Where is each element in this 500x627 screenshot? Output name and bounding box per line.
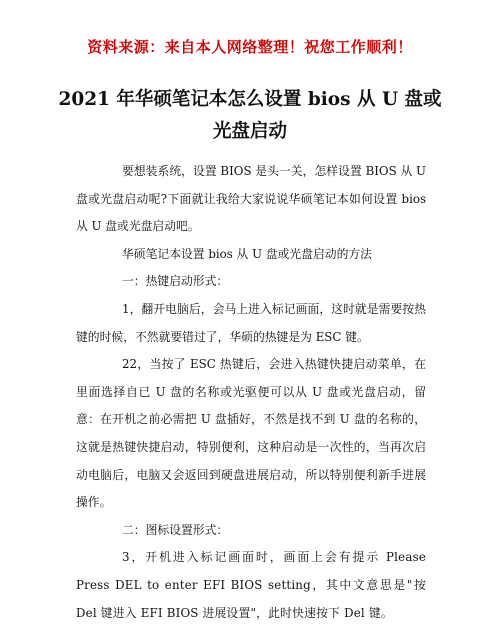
notice-banner: 资料来源：来自本人网络整理！祝您工作顺利！	[87, 38, 413, 56]
paragraph-section-2-heading: 二：图标设置形式：	[122, 522, 229, 537]
title-line-1: 2021 年华硕笔记本怎么设置 bios 从 U 盘或	[58, 89, 442, 110]
paragraph-method-heading: 华硕笔记本设置 bios 从 U 盘或光盘启动的方法	[122, 246, 372, 261]
paragraph-step-2: 22，当按了 ESC 热键后，会进入热键快捷启动菜单，在里面选择自已 U 盘的名称或光驱便可以从 U 盘或光盘启动，留意：在开机之前必需把 U 盘插好，不然是找不到 U 盘的名称的，这就是热键快捷启动，特别便利，这种启动是一次性的，当再次启动电脑后，电脑又会返回到硬盘进展启动，所以特别便利新手进展操作。	[76, 357, 426, 510]
paragraph-section-1-heading: 一：热键启动形式：	[122, 274, 229, 289]
paragraph-step-1: 1，翻开电脑后，会马上进入标记画面，这时就是需要按热键的时候，不然就要错过了，华硕的热键是为 ESC 键。	[76, 301, 426, 344]
title-line-2: 光盘启动	[212, 121, 287, 142]
document-body	[76, 158, 426, 627]
paragraph-step-3: 3，开机进入标记画面时，画面上会有提示 Please Press DEL to enter EFI BIOS setting，其中文意思是"按 Del 键进入 EFI BIOS 进展设置"，此时快速按下 Del 键。	[76, 550, 426, 620]
document-title	[0, 84, 500, 148]
paragraph-intro: 要想装系统，设置 BIOS 是头一关，怎样设置 BIOS 从 U 盘或光盘启动呢?下面就让我给大家说说华硕笔记本如何设置 bios 从 U 盘或光盘启动吧。	[76, 164, 426, 234]
